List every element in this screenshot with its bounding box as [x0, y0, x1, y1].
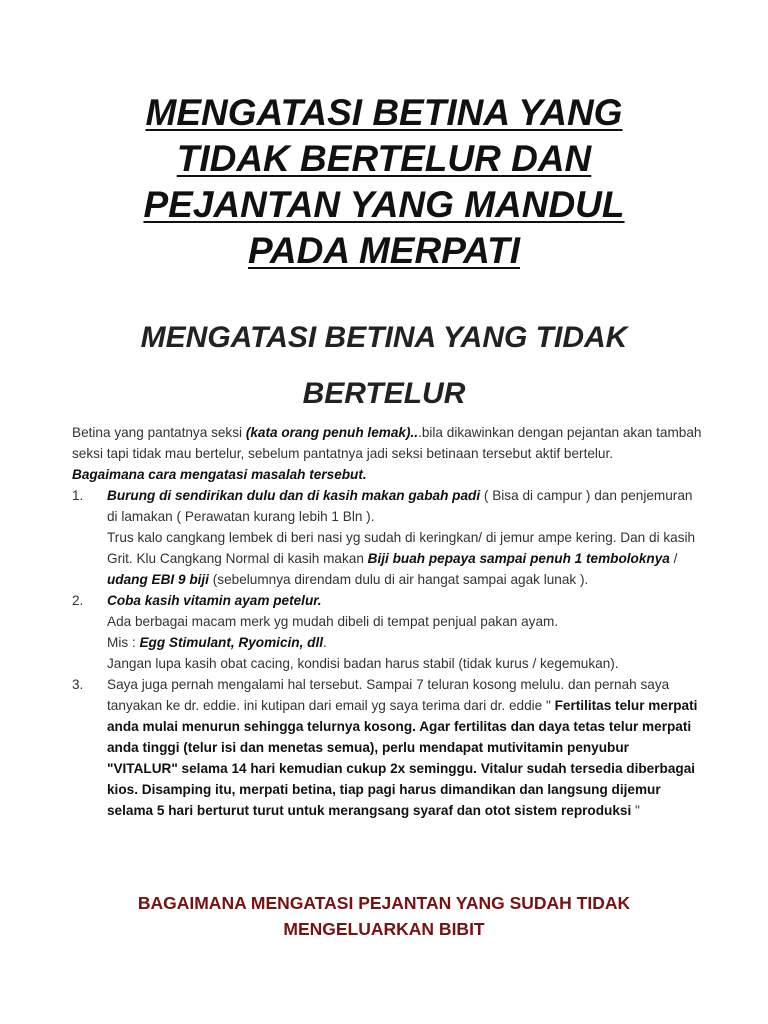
item-bold: Fertilitas telur merpati anda mulai menurun sehingga telurnya kosong. Agar fertilitas dan daya tetas telur merpati anda tinggi (telur isi dan menetas semua), perlu mendapat mutivitamin penyubur "VITALUR" selama 14 hari kemudian cukup 2x seminggu. Vitalur sudah tersedia diberbagai kios. Disamping itu, merpati betina, tiap pagi harus dimandikan dan langsung dijemur selama 5 hari berturut turut untuk merangsang syaraf dan otot sistem reproduksi	[107, 698, 698, 818]
item-emphasis: udang EBI 9 biji	[107, 572, 209, 587]
sub-title	[60, 310, 708, 422]
list-number: 2.	[72, 593, 84, 608]
item-text: .	[323, 635, 327, 650]
item-text: /	[669, 551, 678, 566]
section-heading-line: MENGELUARKAN BIBIT	[283, 919, 485, 939]
item-emphasis: Egg Stimulant, Ryomicin, dll	[139, 635, 324, 650]
body-text	[72, 422, 702, 821]
list-paragraph	[107, 485, 702, 527]
intro-text: Betina yang pantatnya seksi	[72, 425, 246, 440]
list-item	[72, 590, 702, 674]
intro-paragraph	[72, 422, 702, 464]
list-number: 3.	[72, 677, 84, 692]
main-title-line: PEJANTAN YANG MANDUL	[143, 184, 625, 225]
list-number: 1.	[72, 488, 84, 503]
sub-title-line: MENGATASI BETINA YANG TIDAK	[140, 321, 628, 354]
list-item	[72, 674, 702, 821]
main-title-line: TIDAK BERTELUR DAN	[176, 138, 592, 179]
sub-title-line: BERTELUR	[302, 377, 466, 410]
item-text: Mis :	[107, 635, 140, 650]
item-text: "	[631, 803, 640, 818]
item-text: (sebelumnya direndam dulu di air hangat sampai agak lunak ).	[208, 572, 589, 587]
item-emphasis: Coba kasih vitamin ayam petelur.	[107, 593, 322, 608]
section-heading-line: BAGAIMANA MENGATASI PEJANTAN YANG SUDAH TIDAK	[137, 893, 631, 913]
list-paragraph	[107, 632, 702, 653]
intro-text: .bila dikawinkan dengan pejantan akan tambah seksi tapi tidak mau bertelur, sebelum pantatnya jadi seksi betinaan tersebut aktif bertelur.	[72, 425, 702, 461]
list-paragraph	[107, 527, 702, 590]
main-title-line: PADA MERPATI	[247, 230, 520, 271]
section-heading	[60, 890, 708, 942]
item-text: Trus kalo cangkang lembek di beri nasi yg sudah di keringkan/ di jemur ampe kering. Dan di kasih Grit. Klu Cangkang Normal di kasih makan	[107, 530, 696, 566]
list-item	[72, 485, 702, 590]
item-text: Saya juga pernah mengalami hal tersebut. Sampai 7 teluran kosong melulu. dan pernah saya tanyakan ke dr. eddie. ini kutipan dari email yg saya terima dari dr. eddie "	[107, 677, 670, 713]
main-title-line: MENGATASI BETINA YANG	[145, 92, 623, 133]
main-title	[60, 90, 708, 274]
item-text: Jangan lupa kasih obat cacing, kondisi badan harus stabil (tidak kurus / kegemukan).	[107, 656, 619, 671]
item-emphasis: Biji buah pepaya sampai penuh 1 temboloknya	[367, 551, 670, 566]
list-paragraph	[107, 674, 702, 821]
intro-emphasis: (kata orang penuh lemak)..	[245, 425, 419, 440]
item-text: ( Bisa di campur ) dan penjemuran di lamakan ( Perawatan kurang lebih 1 Bln ).	[107, 488, 693, 524]
question-line: Bagaimana cara mengatasi masalah tersebut.	[72, 467, 367, 482]
item-text: Ada berbagai macam merk yg mudah dibeli di tempat penjual pakan ayam.	[107, 614, 559, 629]
item-emphasis: Burung di sendirikan dulu dan di kasih makan gabah padi	[107, 488, 481, 503]
